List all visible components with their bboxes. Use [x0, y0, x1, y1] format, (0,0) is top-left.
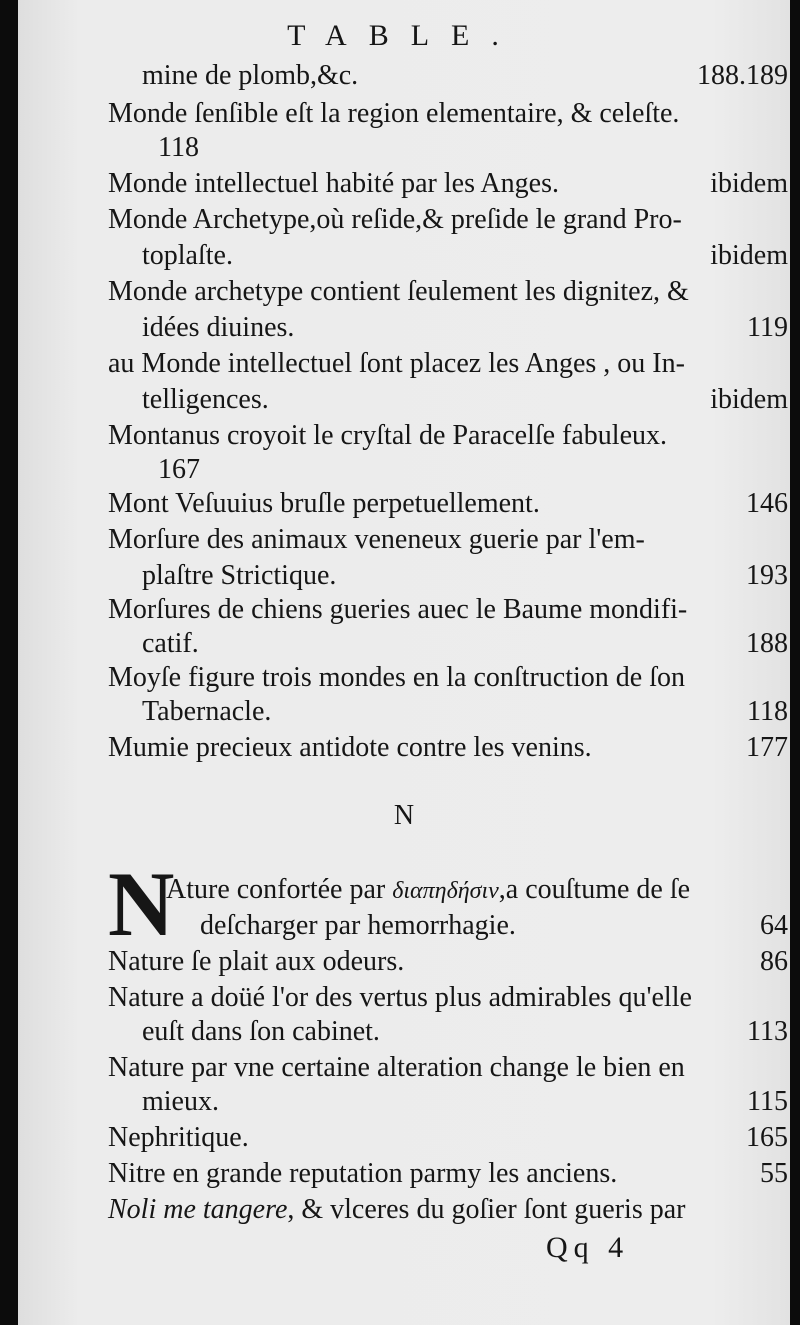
entry-text: deſcharger par hemorrhagie. — [200, 910, 516, 941]
entry-text: Mont Veſuuius bruſle perpetuellement. — [108, 488, 540, 519]
greek-word: διαπηδήσιν — [392, 878, 499, 904]
entry-text: Tabernacle. — [142, 696, 272, 727]
entry-continuation — [158, 452, 800, 488]
entry-text: , & vlceres du goſier ſont gueris par — [287, 1194, 686, 1225]
entry-text: plaſtre Strictique. — [142, 560, 337, 591]
page-ref: 165 — [746, 1122, 788, 1153]
entry-text: Nephritique. — [108, 1122, 249, 1153]
index-entry — [108, 274, 788, 310]
book-page — [18, 0, 790, 1325]
entry-text: Montanus croyoit le cryſtal de Paracelſe fabuleux. — [108, 420, 668, 451]
index-entry — [108, 418, 788, 454]
index-entry — [108, 660, 788, 696]
page-ref: 177 — [746, 732, 788, 763]
index-entry — [108, 1120, 788, 1156]
entry-text: ,a couſtume de ſe — [498, 874, 691, 905]
page-ref: ibidem — [710, 240, 788, 271]
index-entry — [108, 1156, 788, 1192]
page-ref: 118 — [747, 696, 788, 727]
page-ref: ibidem — [710, 168, 788, 199]
index-entry — [108, 346, 788, 382]
entry-text: telligences. — [142, 384, 269, 415]
entry-continuation — [142, 310, 788, 346]
index-entry — [108, 1050, 788, 1086]
index-entry — [108, 944, 788, 980]
page-ref: 146 — [746, 488, 788, 519]
index-entry — [108, 58, 788, 94]
index-entry — [108, 166, 788, 202]
page-ref: 113 — [747, 1016, 788, 1047]
running-head: TABLE. — [287, 19, 521, 52]
entry-text: catif. — [142, 628, 199, 659]
index-entry — [108, 202, 788, 238]
entry-text: Nitre en grande reputation parmy les anciens. — [108, 1158, 618, 1189]
index-entry — [108, 980, 788, 1016]
entry-text: Nature a doüé l'or des vertus plus admirables qu'elle — [108, 982, 692, 1013]
entry-text: Monde intellectuel habité par les Anges. — [108, 168, 559, 199]
index-entry — [108, 730, 788, 766]
entry-continuation — [142, 238, 788, 274]
entry-continuation — [142, 626, 788, 662]
page-ref: 188 — [746, 628, 788, 659]
page-ref: 193 — [746, 560, 788, 591]
index-entry — [108, 592, 788, 628]
index-entry — [108, 486, 788, 522]
entry-text: Morſures de chiens gueries auec le Baume mondifi- — [108, 594, 688, 625]
entry-text: Monde Archetype,où reſide,& preſide le grand Pro- — [108, 204, 682, 235]
signature-mark: Qq 4 — [546, 1231, 630, 1264]
entry-text: idées diuines. — [142, 312, 295, 343]
page-ref: 64 — [760, 910, 788, 941]
section-letter: N — [393, 800, 415, 831]
page-ref: 86 — [760, 946, 788, 977]
entry-text: au Monde intellectuel ſont placez les Anges , ou In- — [108, 348, 685, 379]
page-ref: 188.189 — [697, 60, 788, 91]
index-entry — [108, 522, 788, 558]
entry-text: Mumie precieux antidote contre les venins. — [108, 732, 592, 763]
entry-text: euſt dans ſon cabinet. — [142, 1016, 380, 1047]
page-ref: 115 — [747, 1086, 788, 1117]
entry-text: Nature ſe plait aux odeurs. — [108, 946, 405, 977]
page-ref: 167 — [158, 454, 200, 485]
entry-continuation — [158, 130, 800, 166]
index-entry — [166, 872, 788, 909]
entry-text: Morſure des animaux veneneux guerie par l'em- — [108, 524, 645, 555]
entry-continuation — [142, 1014, 788, 1050]
entry-continuation — [200, 908, 788, 944]
entry-continuation — [142, 382, 788, 418]
entry-text: mieux. — [142, 1086, 219, 1117]
entry-text-italic: Noli me tangere — [108, 1194, 288, 1225]
entry-text: toplaſte. — [142, 240, 233, 271]
page-ref: 119 — [747, 312, 788, 343]
entry-text: Ature confortée par — [166, 874, 386, 905]
entry-continuation — [142, 694, 788, 730]
page-ref: ibidem — [710, 384, 788, 415]
entry-text: Monde ſenſible eſt la region elementaire, & celeſte. — [108, 98, 680, 129]
index-entry — [108, 1192, 788, 1228]
entry-continuation — [142, 558, 788, 594]
index-entry — [108, 96, 788, 132]
drop-cap: N — [108, 853, 175, 955]
page-ref: 55 — [760, 1158, 788, 1189]
entry-text: Nature par vne certaine alteration change le bien en — [108, 1052, 685, 1083]
entry-text: Moyſe figure trois mondes en la conſtruction de ſon — [108, 662, 685, 693]
entry-text: mine de plomb,&c. — [142, 60, 359, 91]
entry-text: Monde archetype contient ſeulement les dignitez, & — [108, 276, 689, 307]
page-ref: 118 — [158, 132, 199, 163]
entry-continuation — [142, 1084, 788, 1120]
